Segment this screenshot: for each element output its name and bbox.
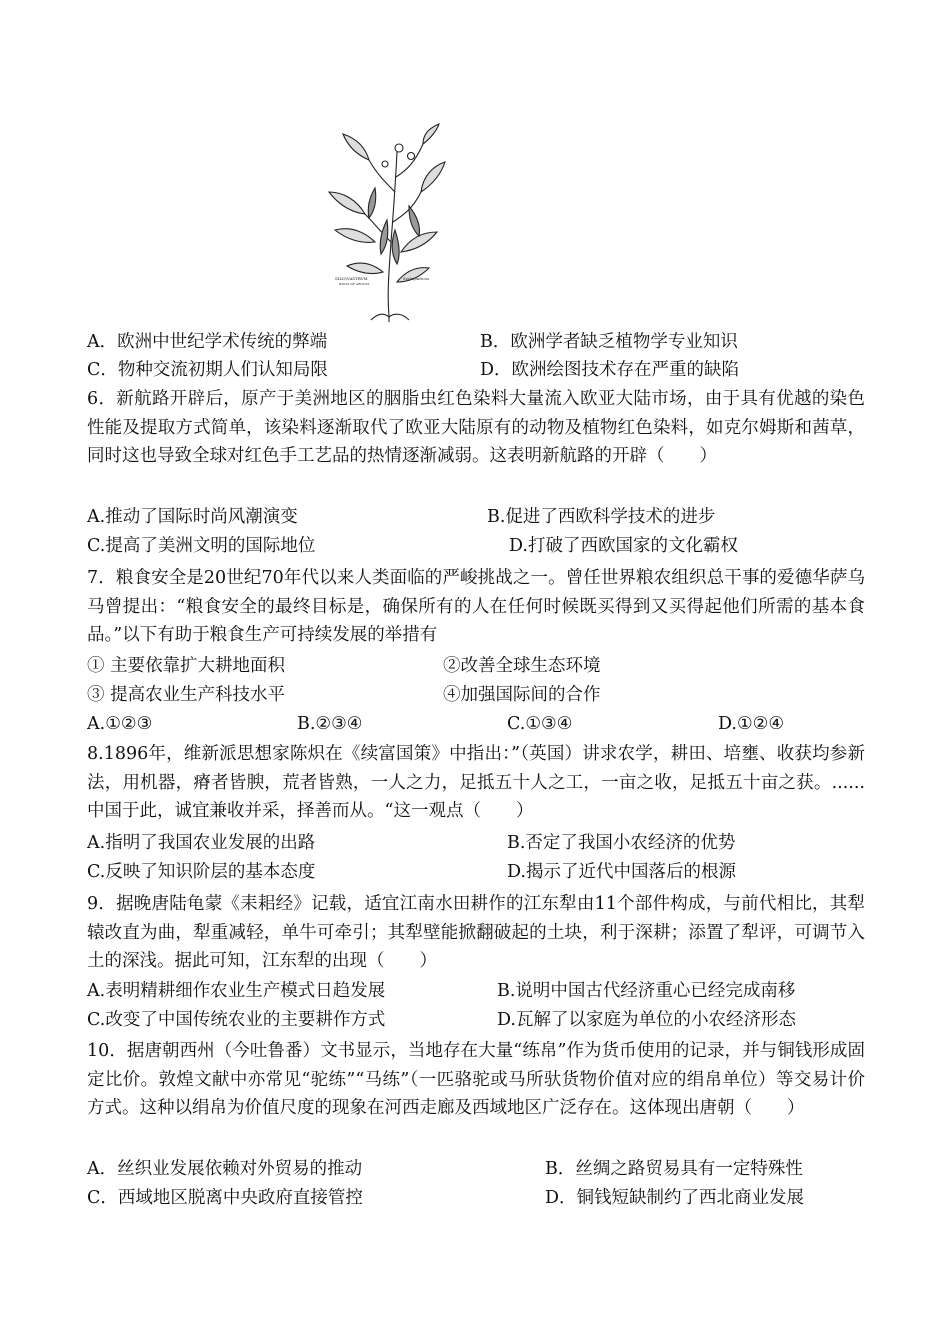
q9-option-b[interactable]: B.说明中国古代经济重心已经完成南移 [497, 981, 796, 1001]
pepper-plant-engraving-icon [325, 122, 447, 322]
q6-option-c[interactable]: C.提高了美洲文明的国际地位 [87, 536, 316, 556]
q8-stem: 8.1896年，维新派思想家陈炽在《续富国策》中指出：”（英国）讲求农学，耕田、培壅、收获均参新法，用机器，瘠者皆腴，荒者皆熟，一人之力，足抵五十人之工，一亩之收，足抵五十亩之获。......中国于此，诚宜兼收并采，择善而从。“这一观点（ ） [87, 744, 865, 822]
q7-option-a[interactable]: A.①②③ [87, 714, 153, 734]
q7-option-b[interactable]: B.②③④ [297, 714, 363, 734]
q7-stem: 7．粮食安全是20世纪70年代以来人类面临的严峻挑战之一。曾任世界粮农组织总干事的爱德华萨乌马曾提出：“粮食安全的最终目标是，确保所有的人在任何时候既买得到又买得起他们所需的基本食品。”以下有助于粮食生产可持续发展的举措有 [87, 568, 865, 646]
q6-stem: 6．新航路开辟后，原产于美洲地区的胭脂虫红色染料大量流入欧亚大陆市场，由于具有优越的染色性能及提取方式简单，该染料逐渐取代了欧亚大陆原有的动物及植物红色染料，如克尔姆斯和茜草，同时这也导致全球对红色手工艺品的热情逐渐减弱。这表明新航路的开辟（ ） [87, 389, 865, 467]
figure-caption-right: Seitsipaticus [403, 276, 430, 281]
q7-item-1: ① 主要依靠扩大耕地面积 [87, 656, 286, 676]
q5-option-d[interactable]: D．欧洲绘图技术存在严重的缺陷 [480, 360, 740, 380]
q10-stem: 10．据唐朝西州（今吐鲁番）文书显示，当地存在大量“练帛”作为货币使用的记录，并与铜钱形成固定比价。敦煌文献中亦常见“驼练”“马练”（一匹骆驼或马所驮货物价值对应的绢帛单位）等交易计价方式。这种以绢帛为价值尺度的现象在河西走廊及西域地区广泛存在。这体现出唐朝（ ） [87, 1041, 865, 1119]
q10-option-c[interactable]: C．西域地区脱离中央政府直接管控 [87, 1188, 363, 1208]
q5-option-a[interactable]: A．欧洲中世纪学术传统的弊端 [87, 332, 328, 352]
figure-caption-left-2: BASTA DE ARNOTA [339, 282, 370, 286]
q10-option-a[interactable]: A．丝织业发展依赖对外贸易的推动 [87, 1159, 363, 1179]
q9-stem: 9．据晚唐陆龟蒙《耒耜经》记载，适宜江南水田耕作的江东犁由11个部件构成，与前代相比，其犁辕改直为曲，犁重减轻，单牛可牵引；其犁壁能掀翻破起的土块，利于深耕；添置了犁评，可调节入土的深浅。据此可知，江东犁的出现（ ） [87, 894, 865, 972]
q8-option-c[interactable]: C.反映了知识阶层的基本态度 [87, 862, 316, 882]
q6-option-b[interactable]: B.促进了西欧科学技术的进步 [487, 507, 716, 527]
q8-option-b[interactable]: B.否定了我国小农经济的优势 [507, 833, 736, 853]
q6-option-d[interactable]: D.打破了西欧国家的文化霸权 [509, 536, 738, 556]
q9-option-d[interactable]: D.瓦解了以家庭为单位的小农经济形态 [497, 1010, 796, 1030]
q7-item-3: ③ 提高农业生产科技水平 [87, 685, 286, 705]
q7-item-4: ④加强国际间的合作 [443, 685, 601, 705]
q9-option-c[interactable]: C.改变了中国传统农业的主要耕作方式 [87, 1010, 386, 1030]
q10-option-b[interactable]: B．丝绸之路贸易具有一定特殊性 [545, 1159, 803, 1179]
q7-item-2: ②改善全球生态环境 [443, 656, 601, 676]
q7-option-d[interactable]: D.①②④ [718, 714, 785, 734]
q5-option-c[interactable]: C．物种交流初期人们认知局限 [87, 360, 328, 380]
q5-option-b[interactable]: B．欧洲学者缺乏植物学专业知识 [480, 332, 738, 352]
q6-option-a[interactable]: A.推动了国际时尚风潮演变 [87, 507, 298, 527]
q10-option-d[interactable]: D．铜钱短缺制约了西北商业发展 [545, 1188, 805, 1208]
q8-option-d[interactable]: D.揭示了近代中国落后的根源 [507, 862, 736, 882]
q9-option-a[interactable]: A.表明精耕细作农业生产模式日趋发展 [87, 981, 386, 1001]
q7-option-c[interactable]: C.①③④ [507, 714, 573, 734]
figure-caption-left: SILIQVASTRVM [335, 276, 368, 281]
q8-option-a[interactable]: A.指明了我国农业发展的出路 [87, 833, 316, 853]
